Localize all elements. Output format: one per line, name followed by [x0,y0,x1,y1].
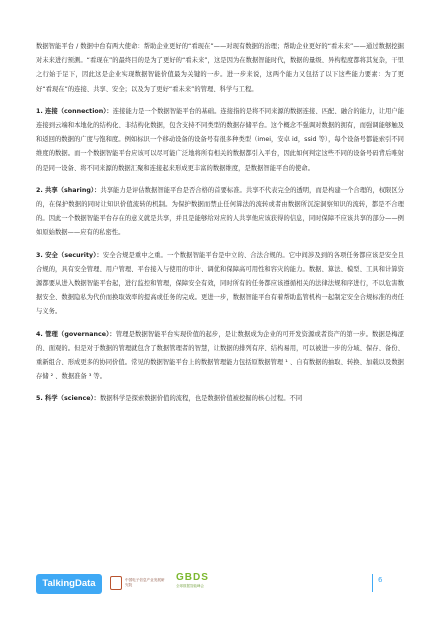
paragraph-text: 连接能力是一个数据智能平台的基础。连接指的是将不同来源的数据连接、匹配、融合的能力，让用户能连接到云端和本地化的结构化、非结构化数据，包含支持不同类型的数据存储平台。这个概念不强调对数据的拥有，而强调能够触及和返回的数据的广度与饱和度。例如标识一个移动设备的设备号有很多种类型（imei，安卓 id，ssid 等），每个设备号都能索引不同维度的数据。而一个数据智能平台应该可以尽可能广泛地将所有相关的数据都引入平台，因此如何判定这些不同的设备号码背后唯射的是同一设备、将不同来源的数据汇聚和连接起来形成更丰富的数据维度，是数据智能平台的使命。 [36,107,405,172]
org-emblem-icon [110,576,122,590]
security-paragraph [36,249,404,320]
paragraph-text: 共享能力是评估数据智能平台是否合格的首要标准。共享不代表完全的透明，而是构建一个合理的，权限区分的，在保护数据的同时让知识价值流转的机制。为保护数据而禁止任何算法的流转或者由数据所沉淀洞察知识的流转，都是不合理的。因此一个数据智能平台存在的意义就是共享，并且是能够给对应的人共享他应该获得的信息，同时保障不应该共享的部分——例如原始数据——应有的私密性。 [36,186,404,237]
org-logo-text: 中国电子信息产业发展研究院 [125,578,165,587]
talkingdata-logo: TalkingData [36,574,102,594]
gbds-logo-subtitle: 全球数据智能峰会 [176,584,204,588]
page-number-divider [372,574,373,592]
gbds-logo [176,572,238,596]
paragraph-heading: 3. 安全（security）： [36,251,103,259]
org-logo [110,574,168,594]
document-body [36,40,404,415]
intro-paragraph [36,40,404,97]
science-paragraph [36,392,404,406]
governance-paragraph [36,328,404,385]
paragraph-text: 管理是数据智能平台实现价值的起步，是让数据成为企业的可开发资源或者资产的第一步。数据是梅涩的、面观的。但是对于数据的管理就包含了数据管理者的智慧，让数据的排列有序、结构易用，可以被进一步的分域、保存、备份、重新组合、形成更多的协同价值。常见的数据智能平台上的数据管理能力包括原数据管理 ¹ 、自有数据的抽取、转换、加载以及数据存储 ² 、数据准备 ³ 等。 [36,330,404,381]
paragraph-heading: 4. 管理（governance）： [36,330,116,338]
paragraph-text: 数据智能平台 / 数据中台有两大使命：帮助企业更好的“看现在”——对现有数据的治理；帮助企业更好的“看未来”——通过数据挖掘对未来进行预测。“看现在”的最终目的是为了更好的“看未来”，这是因为在数据智能时代，数据的量级、异构程度都将其复杂，干里之行始于足下，因此这是企业实现数据智能价值最为关键的一步。进一步来说，这两个能力又包括了以下这些能力要素：为了更好“看现在”的连接、共享、安全；以及为了更好“看未来”的管理、科学与工程。 [36,43,404,93]
paragraph-text: 数据科学是探索数据价值的流程，也是数据价值被挖掘的核心过程。不同 [100,395,303,403]
paragraph-heading: 2. 共享（sharing）： [36,186,101,194]
page-footer [0,560,437,620]
paragraph-text: 安全合规是重中之重。一个数据智能平台是中立的、合法合规的。它中间涉及到的各项任务都应该是安全且合规的，具有安全管理、用户管理、平台接入与使用的审计、调优和保障高可用性和容灾的能力。数据、算法、模型、工具和计算资源都要从进入数据智能平台起，进行监控和管理，保障安全有效，同时所有的任务都应该遵循相关的法律法规和序进行，不以危害数据安全、数据隐私为代价而换取效率的提高或任务的完成。更进一步，数据智能平台有着帮助监管机构一起制定安全合规标准的责任与义务。 [36,251,404,316]
connection-paragraph [36,105,404,176]
page-number: 6 [378,576,383,584]
sharing-paragraph [36,184,404,241]
paragraph-heading: 1. 连接（connection）： [36,107,113,115]
gbds-logo-title: GBDS [176,572,209,583]
paragraph-heading: 5. 科学（science）： [36,395,100,403]
